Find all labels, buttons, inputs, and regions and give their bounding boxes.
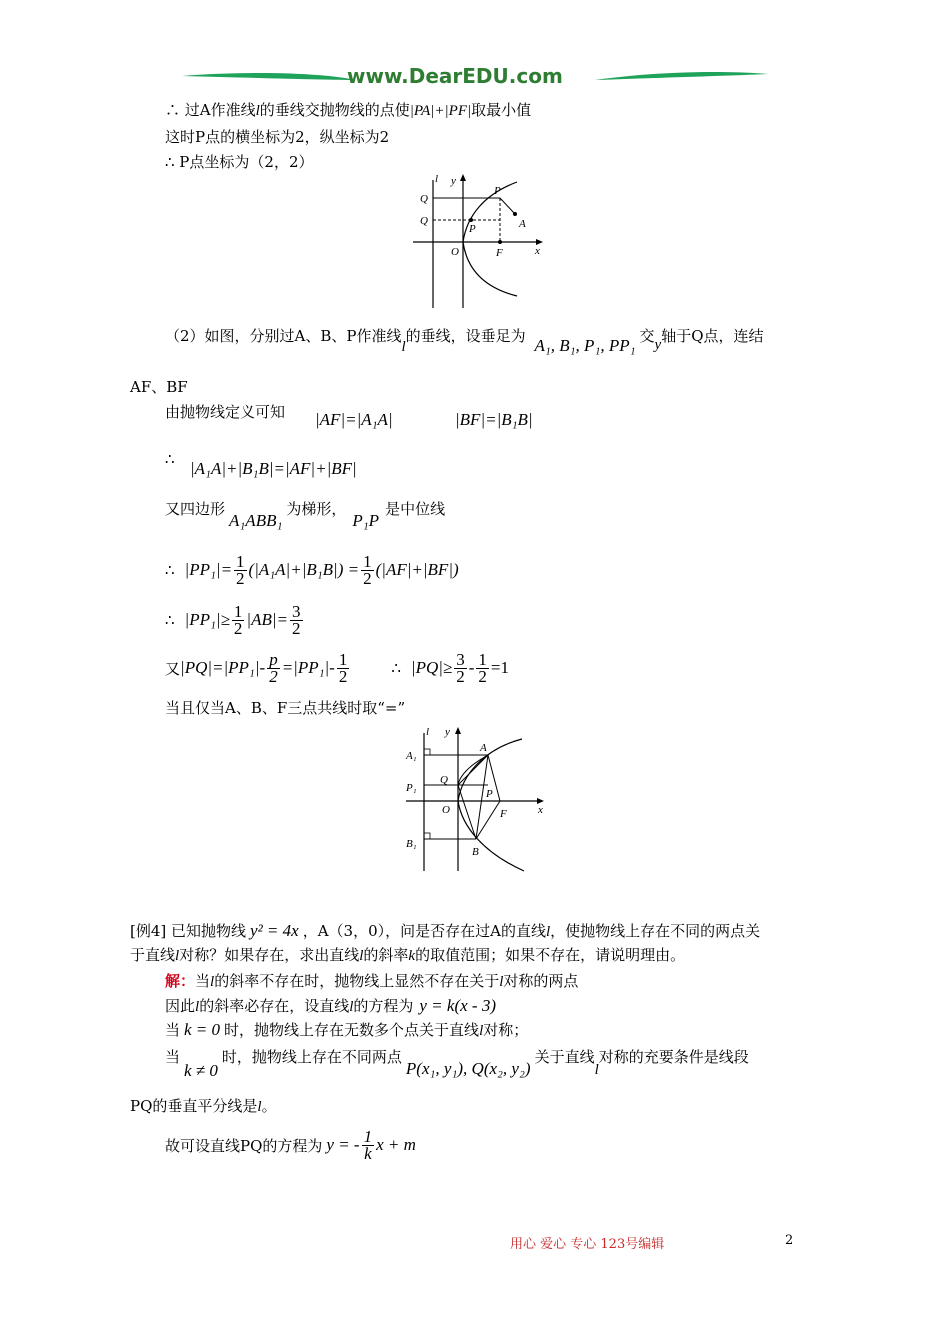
eq-definition-bf: |BF|=|B₁B| — [455, 410, 533, 429]
fig1-label-q: Q — [420, 215, 428, 227]
solution-line-4: 当k ≠ 0时，抛物线上存在不同两点P(x₁, y₁), Q(x₂, y₂)关于直线l对称的充要条件是线段 — [165, 1048, 749, 1080]
fig2-label-o: O — [442, 804, 450, 816]
page-number: 2 — [785, 1233, 794, 1248]
fig2-label-f: F — [500, 808, 507, 820]
eq-line-10: ∴ |PP₁|≥ $\frac{1}{2}$ |AB|= $\frac{3}{2}$ — [165, 601, 301, 638]
text-line-2: 这时P点的横坐标为2，纵坐标为2 — [165, 128, 390, 146]
fig2-label-q: Q — [440, 774, 448, 786]
text-line-5: AF、BF — [130, 378, 188, 396]
fig2-label-a1: A₁ — [406, 750, 417, 762]
fig1-label-y: y — [451, 175, 456, 187]
text-line-12: 当且仅当A、B、F三点共线时取“=” — [165, 699, 406, 717]
fig2-label-b: B — [472, 846, 479, 858]
eq-definition-af: |AF|=|A₁A| — [315, 410, 393, 429]
fig1-label-q-top: Q — [420, 193, 428, 205]
site-header-title: www.DearEDU.com — [347, 64, 563, 88]
fig1-label-p-top: P — [494, 185, 501, 197]
eq-sum: |A₁A|+|B₁B|=|AF|+|BF| — [190, 459, 357, 478]
text-line-6: 由抛物线定义可知 — [165, 403, 286, 421]
fig1-label-a: A — [519, 218, 526, 230]
fig2-label-y: y — [445, 726, 450, 738]
figure-2-parabola — [400, 725, 555, 875]
footer-text: 用心 爱心 专心 123号编辑 — [510, 1237, 665, 1252]
fig2-label-a: A — [480, 742, 487, 754]
eq-line-9: ∴ |PP₁|= $\frac{1}{2}$ (|A₁A|+|B₁B|) = $\frac{1}{2}$ (|AF|+|BF|) — [165, 551, 459, 588]
fig2-label-b1: B₁ — [406, 838, 417, 850]
solution-line-3: 当 k = 0 时，抛物线上存在无数多个点关于直线l对称； — [165, 1020, 529, 1039]
therefore-7: ∴ — [165, 450, 175, 468]
fig1-label-f: F — [496, 247, 503, 259]
solution-line-2: 因此l的斜率必存在，设直线l的方程为 y = k(x - 3) — [165, 996, 496, 1015]
example-4-line-2: 于直线l对称？如果存在，求出直线l的斜率k的取值范围；如果不存在，请说明理由。 — [130, 946, 686, 964]
example-4-line-1: [例4] 已知抛物线 y² = 4x ，A（3，0），问是否存在过A的直线l，使抛物线上存在不同的两点关 — [130, 921, 761, 940]
solution-line-6: 故可设直线PQ的方程为 y = - $\frac{1}{k}$ x + m — [165, 1126, 416, 1163]
fig1-label-l: l — [435, 173, 439, 185]
fig2-label-x: x — [538, 804, 543, 816]
fig1-label-p: P — [469, 223, 476, 235]
solution-line-1: 解：当l的斜率不存在时，抛物线上显然不存在关于l对称的两点 — [165, 972, 579, 990]
eq-line-11: 又 |PQ|=|PP₁|- $\frac{p}{2}$ =|PP₁|- $\frac{1}{2}$ ∴ |PQ|≥ $\frac{3}{2}$ - $\frac{1}{2}$ =1 — [165, 649, 510, 686]
text-line-4: （2）如图，分别过A、B、P作准线l的垂线，设垂足为 A₁, B₁, P₁, PP₁ 交y轴于Q点，连结 — [165, 327, 764, 355]
text-line-3: ∴ P点坐标为（2，2） — [165, 153, 314, 171]
text-line-1: ∴ 过A作准线l的垂线交抛物线的点使|PA|+|PF|取最小值 — [165, 101, 532, 119]
solution-line-5: PQ的垂直平分线是l。 — [130, 1097, 277, 1115]
fig2-label-p: P — [486, 788, 493, 800]
fig1-label-o: O — [451, 246, 459, 258]
figure-1-parabola — [405, 170, 555, 310]
fig2-label-p1: P₁ — [406, 782, 417, 794]
text-line-8: 又四边形A₁ABB₁为梯形，P₁P是中位线 — [165, 500, 446, 530]
fig2-label-l: l — [426, 726, 430, 738]
fig1-label-x: x — [535, 245, 540, 257]
